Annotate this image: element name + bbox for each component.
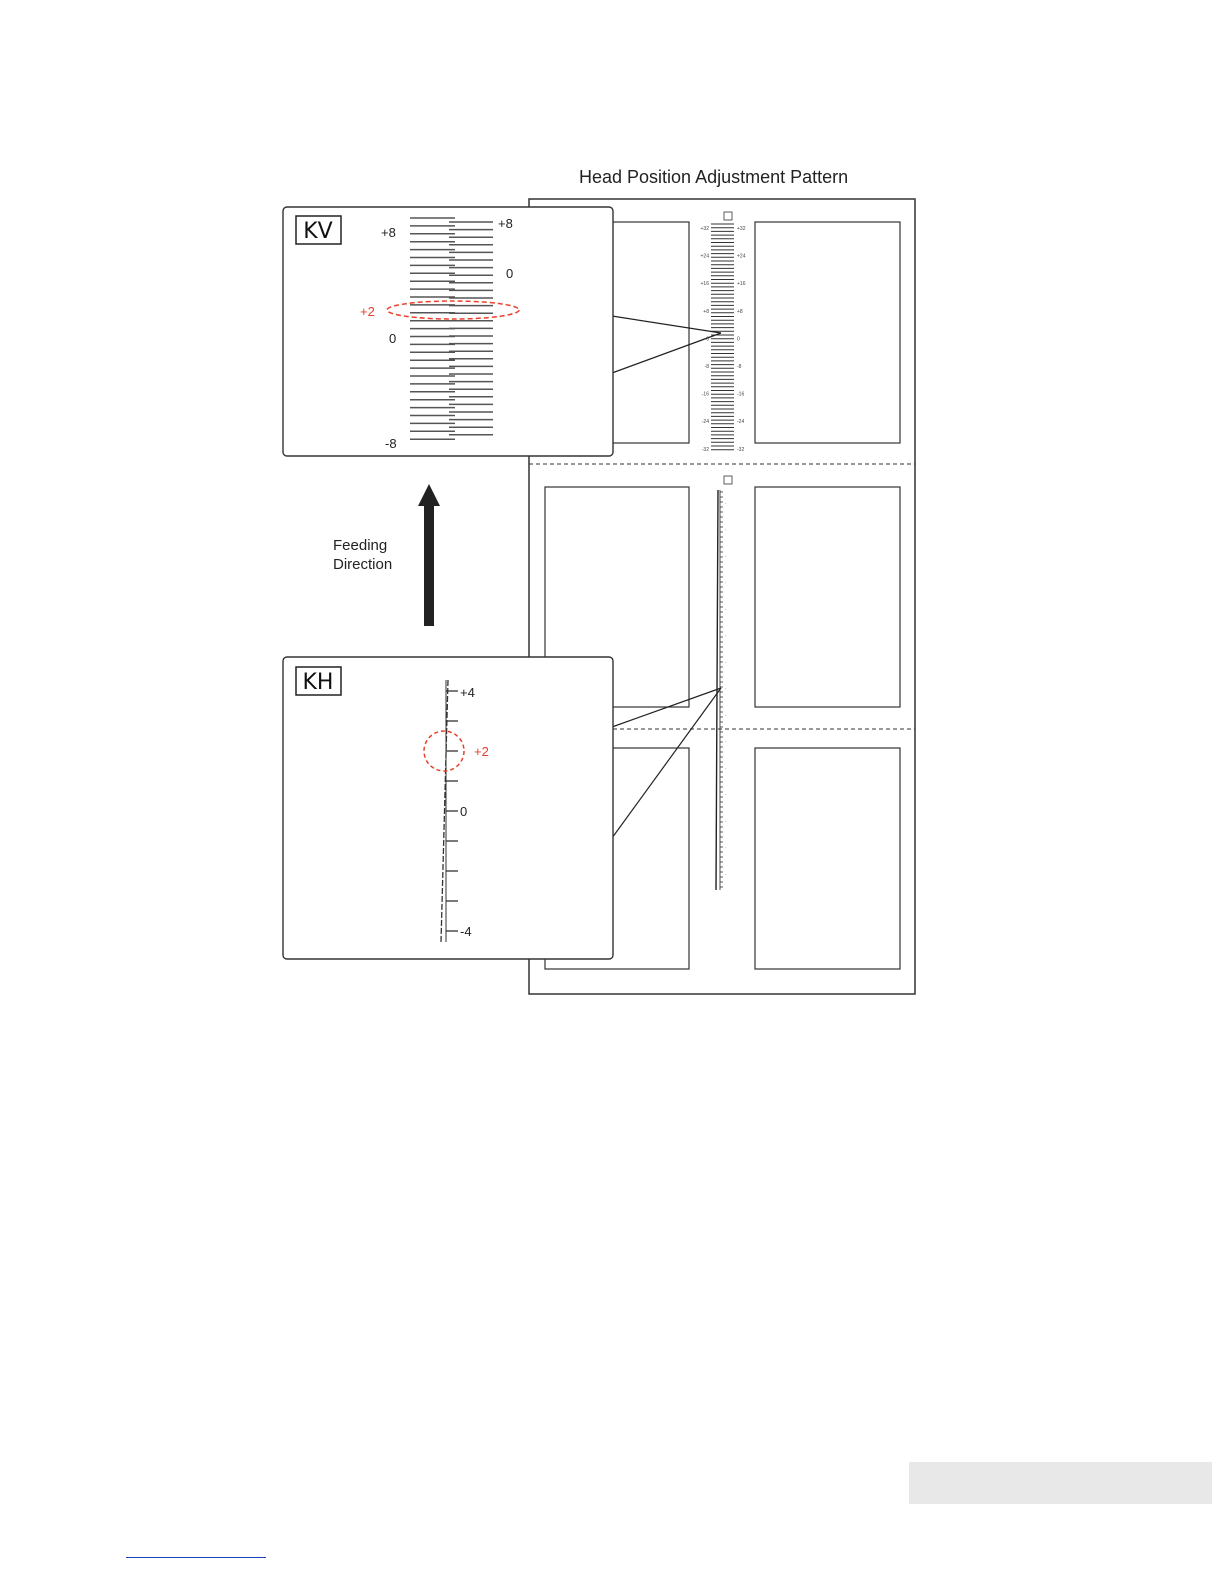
mini-scale-tick-label: 0	[737, 336, 740, 343]
kv-left-top-label: +8	[381, 225, 396, 240]
kh-bottom-label: -4	[460, 924, 472, 939]
mini-scale-tick-label: -32	[737, 446, 745, 453]
mini-scale-tick-label: -24	[737, 419, 745, 426]
kh-callout	[283, 657, 613, 959]
mini-scale-tick-label: ·	[725, 580, 727, 587]
footer-gray-box	[909, 1462, 1212, 1504]
kv-selected-label: +2	[360, 304, 375, 319]
mini-scale-tick-label: +24	[737, 253, 746, 260]
kv-callout	[283, 207, 613, 456]
mini-scale-tick-label: ·	[725, 819, 727, 825]
mini-scale-tick-label: -16	[737, 391, 745, 398]
mini-scale-tick-label: ·	[725, 766, 727, 772]
footer-link-underline	[126, 1557, 266, 1558]
pattern-title: Head Position Adjustment Pattern	[579, 167, 849, 187]
kv-code-label: KV	[303, 219, 333, 244]
feeding-label-line2: Direction	[333, 556, 393, 573]
kh-top-label: +4	[460, 685, 475, 700]
kh-code-label: KH	[302, 670, 334, 695]
mini-scale-tick-label: -16	[701, 391, 709, 398]
kv-zero-label: 0	[389, 331, 397, 346]
mini-scale-tick-label: ·	[725, 686, 727, 693]
mini-scale-tick-label: ·	[725, 660, 727, 666]
kh-zero-label: 0	[460, 804, 468, 819]
mini-scale-tick-label: ·	[725, 872, 727, 878]
mini-scale-tick-label: +16	[700, 281, 709, 288]
feeding-label-line1: Feeding	[333, 537, 388, 554]
mini-scale-tick-label: +24	[700, 253, 709, 260]
mini-scale-tick-label: ·	[725, 845, 727, 852]
feeding-direction-arrow	[418, 484, 440, 626]
kv-right-mid-label: 0	[506, 266, 514, 281]
mini-scale-tick-label: +8	[737, 308, 743, 315]
mini-scale-tick-label: ·	[725, 554, 727, 560]
mini-scale-tick-label: -24	[701, 419, 709, 426]
mini-scale-tick-label: -8	[704, 364, 709, 370]
mini-scale-tick-label: -32	[701, 446, 709, 453]
mini-scale-tick-label: +32	[700, 226, 709, 232]
mini-scale-tick-label: ·	[725, 792, 727, 799]
mini-scale-tick-label: ·	[725, 633, 727, 640]
mini-scale-tick-label: ·	[725, 713, 727, 719]
kv-right-top-label: +8	[498, 216, 513, 231]
kh-selected-label: +2	[474, 744, 489, 759]
mini-scale-tick-label: -8	[737, 364, 742, 370]
kv-bottom-label: -8	[385, 436, 397, 451]
mini-scale-tick-label: +32	[737, 226, 746, 232]
mini-scale-tick-label: +16	[737, 281, 746, 288]
mini-scale-tick-label: +8	[703, 308, 709, 315]
mini-scale-tick-label: ·	[725, 501, 727, 507]
mini-scale-tick-label: 0	[706, 336, 709, 343]
mini-scale-tick-label: ·	[725, 527, 727, 534]
mini-scale-tick-label: ·	[725, 739, 727, 746]
mini-scale-tick-label: ·	[725, 607, 727, 613]
